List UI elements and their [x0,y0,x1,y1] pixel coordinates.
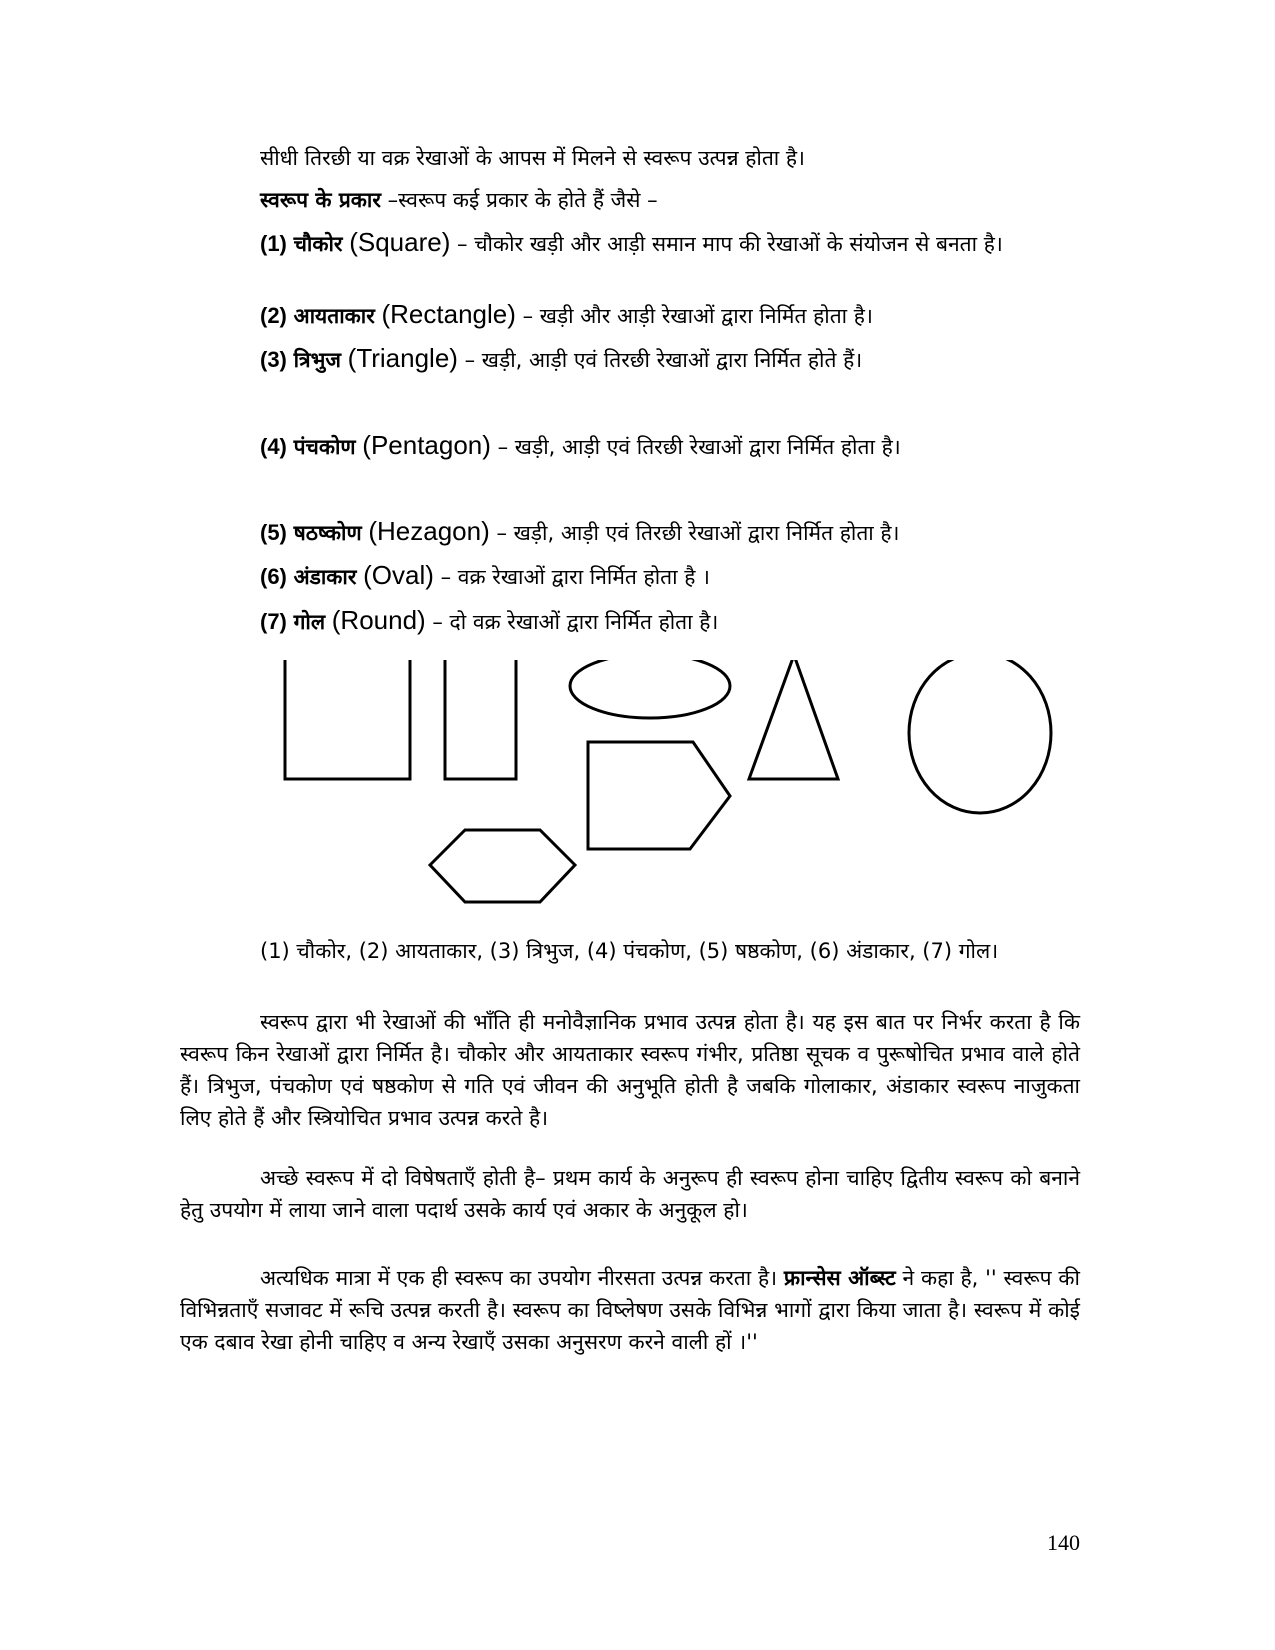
item-2 [260,298,1080,332]
item-description: – दो वक्र रेखाओं द्वारा निर्मित होता है। [425,610,719,634]
types-heading: स्वरूप के प्रकार [260,188,381,212]
item-hindi-name: त्रिभुज [293,348,341,372]
item-number: (2) [260,303,287,328]
item-hindi-name: गोल [293,610,326,634]
item-description: – खड़ी और आड़ी रेखाओं द्वारा निर्मित होता है। [515,304,873,328]
item-description: – खड़ी, आड़ी एवं तिरछी रेखाओं द्वारा निर्मित होते हैं। [457,348,863,372]
item-english-name: (Square) [349,227,451,257]
quote-author: फ्रान्सेस ऑब्स्ट [783,1266,896,1290]
item-hindi-name: आयताकार [293,304,375,328]
quote-text-start: अत्यधिक मात्रा में एक ही स्वरूप का उपयोग नीरसता उत्पन्न करता है। [260,1266,784,1290]
shapes-caption: (1) चौकोर, (2) आयताकार, (3) त्रिभुज, (4) पंचकोण, (5) षष्ठकोण, (6) अंडाकार, (7) गोल। [260,939,999,963]
hexagon-shape [430,830,575,902]
item-hindi-name: अंडाकार [293,565,357,589]
item-hindi-name: पंचकोण [293,435,356,459]
triangle-shape [749,660,838,779]
item-4 [260,429,1080,463]
item-5 [260,515,1080,549]
item-english-name: (Oval) [363,560,434,590]
page-number: 140 [1047,1530,1080,1555]
item-1 [180,226,1080,260]
rectangle-shape [445,660,516,779]
types-text: –स्वरूप कई प्रकार के होते हैं जैसे – [380,188,658,212]
item-description: – चौकोर खड़ी और आड़ी समान माप की रेखाओं के संयोजन से बनता है। [450,232,1003,256]
pentagon-shape [588,742,730,849]
item-description: – खड़ी, आड़ी एवं तिरछी रेखाओं द्वारा निर्मित होता है। [489,521,900,545]
item-3 [260,342,1080,376]
item-english-name: (Rectangle) [381,299,516,329]
item-english-name: (Hezagon) [368,516,490,546]
item-english-name: (Round) [331,605,426,635]
item-number: (1) [260,231,287,256]
document-page [180,0,1080,1650]
intro-paragraph: सीधी तिरछी या वक्र रेखाओं के आपस में मिलने से स्वरूप उत्पन्न होता है। [260,146,806,170]
round-shape [909,660,1051,813]
item-6 [260,559,1080,593]
shapes-figure [180,660,1080,950]
item-hindi-name: षठष्कोण [293,521,362,545]
paragraph-psychological-effect: स्वरूप द्वारा भी रेखाओं की भाँति ही मनोवैज्ञानिक प्रभाव उत्पन्न होता है। यह इस बात पर निर्भर करता है कि स्वरूप किन रेखाओं द्वारा निर्मित है। चौकोर और आयताकार स्वरूप गंभीर, प्रतिष्ठा सूचक व पुरूषोचित प्रभाव वाले होते हैं। त्रिभुज, पंचकोण एवं षष्ठकोण से गति एवं जीवन की अनुभूति होती है जबकि गोलाकार, अंडाकार स्वरूप नाजुकता लिए होते हैं और स्त्रियोचित प्रभाव उत्पन्न करते है। [180,1010,1080,1130]
item-7 [260,604,1080,638]
item-hindi-name: चौकोर [293,232,343,256]
item-number: (3) [260,347,287,372]
paragraph-quote [180,1262,1080,1358]
quote-text-end: ने कहा है, '' स्वरूप की विभिन्नताएँ सजावट में रूचि उत्पन्न करती है। स्वरूप का विष्लेषण उसके विभिन्न भागों द्वारा किया जाता है। स्वरूप में कोई एक दबाव रेखा होनी चाहिए व अन्य रेखाएँ उसका अनुसरण करने वाली हों ।'' [180,1266,1080,1354]
item-english-name: (Triangle) [347,343,458,373]
types-paragraph [180,184,1080,216]
item-number: (5) [260,520,287,545]
square-shape [285,660,410,779]
oval-shape [570,660,730,718]
item-number: (6) [260,564,287,589]
item-english-name: (Pentagon) [362,430,491,460]
paragraph-good-form: अच्छे स्वरूप में दो विषेषताएँ होती है– प्रथम कार्य के अनुरूप ही स्वरूप होना चाहिए द्वितीय स्वरूप को बनाने हेतु उपयोग में लाया जाने वाला पदार्थ उसके कार्य एवं अकार के अनुकूल हो। [180,1166,1080,1222]
item-description: – खड़ी, आड़ी एवं तिरछी रेखाओं द्वारा निर्मित होता है। [490,435,901,459]
item-number: (7) [260,609,287,634]
item-description: – वक्र रेखाओं द्वारा निर्मित होता है । [433,565,711,589]
item-number: (4) [260,434,287,459]
